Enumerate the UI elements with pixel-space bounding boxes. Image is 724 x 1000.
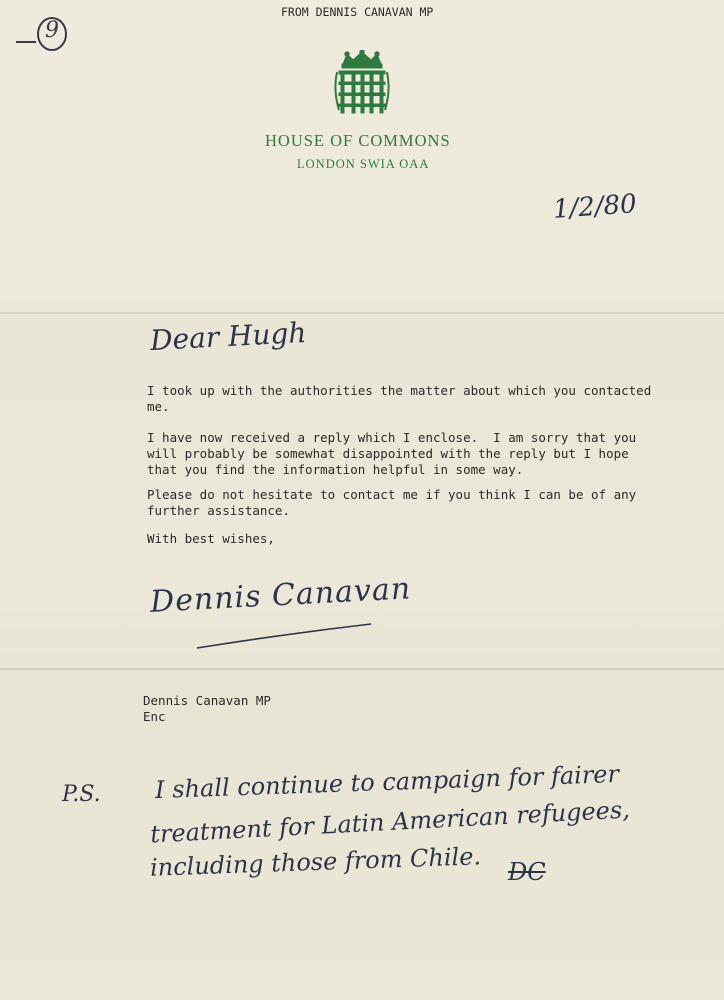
fold-line (0, 668, 724, 670)
signature-underline (195, 620, 375, 650)
body-paragraph-3: Please do not hesitate to contact me if you think I can be of any further assistance. (147, 487, 637, 518)
body-paragraph-1: I took up with the authorities the matter about which you contacted me. (147, 383, 652, 414)
closing: With best wishes, (147, 531, 275, 546)
signature: Dennis Canavan (149, 571, 412, 620)
postscript-line-2: treatment for Latin American refugees, (149, 795, 631, 849)
postscript-line-1: I shall continue to campaign for fairer (154, 759, 620, 805)
institution-name: HOUSE OF COMMONS (265, 131, 451, 150)
fold-line (0, 312, 724, 314)
institution-address: LONDON SWIA OAA (297, 157, 430, 171)
postscript-line-3: including those from Chile. (149, 842, 482, 882)
from-line: FROM DENNIS CANAVAN MP (281, 5, 434, 19)
letter-date: 1/2/80 (552, 189, 638, 225)
page-number: 9 (45, 18, 59, 43)
portcullis-icon (333, 50, 391, 116)
enclosure-note: Enc (143, 709, 166, 724)
body-paragraph-2: I have now received a reply which I enclose. I am sorry that you will probably be somewhat disappointed with the reply but I hope that you find the information helpful in some way. (147, 430, 637, 477)
page-number-mark (14, 12, 74, 52)
postscript-initials: DC (508, 858, 546, 886)
portcullis-logo (333, 50, 391, 116)
page-number-circle (14, 12, 74, 52)
salutation: Dear Hugh (149, 315, 308, 358)
typed-name: Dennis Canavan MP (143, 693, 271, 708)
postscript-label: P.S. (62, 782, 101, 807)
